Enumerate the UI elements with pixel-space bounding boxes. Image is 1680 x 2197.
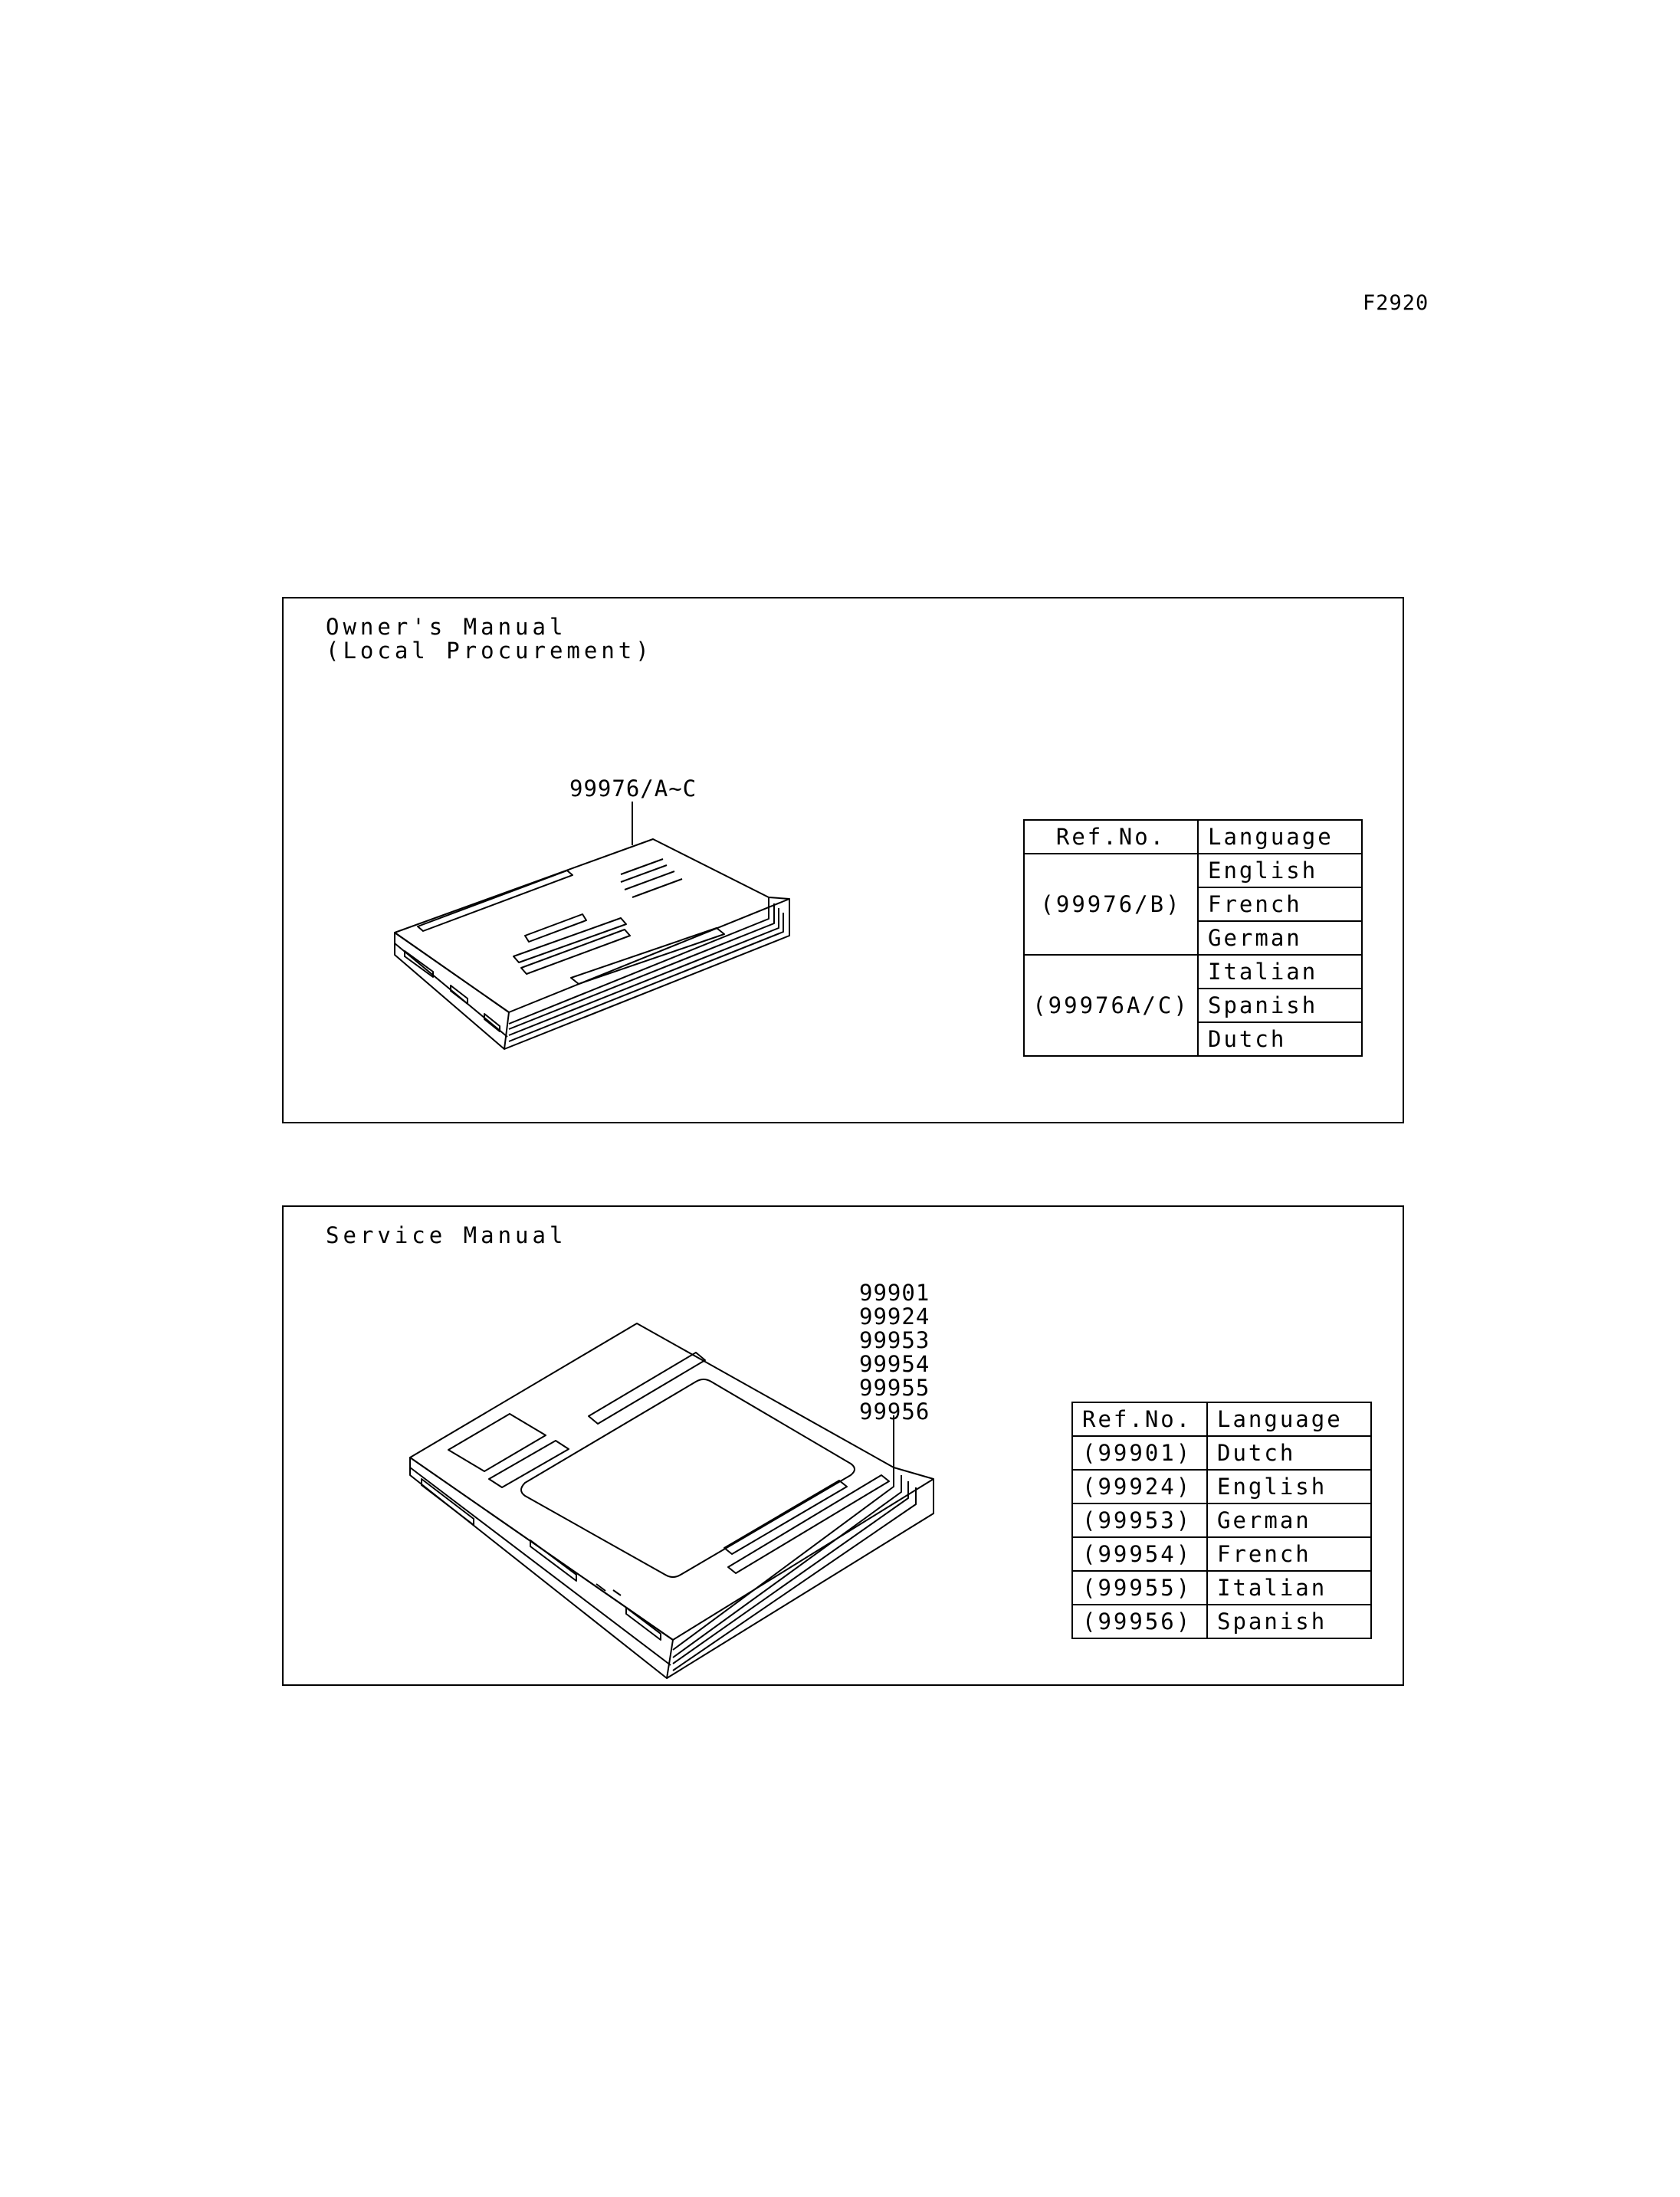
language-cell: Dutch: [1207, 1436, 1371, 1470]
ref-no-cell: (99901): [1072, 1436, 1207, 1470]
ref-no-cell: (99976/B): [1024, 854, 1198, 955]
table-row: [1072, 1605, 1371, 1638]
language-cell: English: [1207, 1470, 1371, 1503]
language-cell: French: [1207, 1537, 1371, 1571]
ref-no-cell: (99924): [1072, 1470, 1207, 1503]
language-cell: Spanish: [1207, 1605, 1371, 1638]
service-book-cover: [410, 1323, 934, 1640]
table-header-row: [1024, 820, 1362, 854]
language-cell: German: [1198, 921, 1362, 955]
language-cell: Italian: [1207, 1571, 1371, 1605]
ref-no-header: Ref.No.: [1072, 1402, 1207, 1436]
owners-book-pages: [504, 897, 789, 1049]
ref-no-cell: (99954): [1072, 1537, 1207, 1571]
language-cell: English: [1198, 854, 1362, 887]
language-header: Language: [1198, 820, 1362, 854]
language-cell: French: [1198, 887, 1362, 921]
owners-manual-title: Owner's Manual: [326, 614, 567, 640]
table-row: [1024, 955, 1362, 989]
language-header: Language: [1207, 1402, 1371, 1436]
table-row: [1072, 1470, 1371, 1503]
table-row: [1024, 854, 1362, 887]
language-cell: German: [1207, 1503, 1371, 1537]
figure-code: F2920: [1363, 291, 1429, 315]
language-cell: Spanish: [1198, 989, 1362, 1022]
ref-no-header: Ref.No.: [1024, 820, 1198, 854]
callout-part-number: 99924: [859, 1303, 930, 1330]
ref-no-cell: (99953): [1072, 1503, 1207, 1537]
service-manual-language-table: [1071, 1402, 1372, 1639]
table-row: [1072, 1436, 1371, 1470]
service-manual-title: Service Manual: [326, 1222, 567, 1248]
owners-manual-callout: 99976/A~C: [569, 776, 697, 802]
owners-manual-language-table: [1023, 819, 1363, 1057]
table-row: [1072, 1503, 1371, 1537]
callout-part-number: 99901: [859, 1280, 930, 1306]
language-cell: Italian: [1198, 955, 1362, 989]
callout-part-number: 99954: [859, 1351, 930, 1377]
table-header-row: [1072, 1402, 1371, 1436]
callout-part-number: 99955: [859, 1375, 930, 1401]
service-book-pages: [667, 1467, 934, 1678]
ref-no-cell: (99956): [1072, 1605, 1207, 1638]
table-row: [1072, 1537, 1371, 1571]
callout-part-number: 99956: [859, 1399, 930, 1425]
ref-no-cell: (99955): [1072, 1571, 1207, 1605]
table-row: [1072, 1571, 1371, 1605]
service-manual-panel: [282, 1205, 1404, 1686]
callout-part-number: 99953: [859, 1327, 930, 1353]
owners-manual-panel: [282, 597, 1404, 1123]
owners-book-cover: [395, 839, 789, 1012]
ref-no-cell: (99976A/C): [1024, 955, 1198, 1056]
language-cell: Dutch: [1198, 1022, 1362, 1056]
owners-manual-subtitle: (Local Procurement): [326, 638, 653, 664]
